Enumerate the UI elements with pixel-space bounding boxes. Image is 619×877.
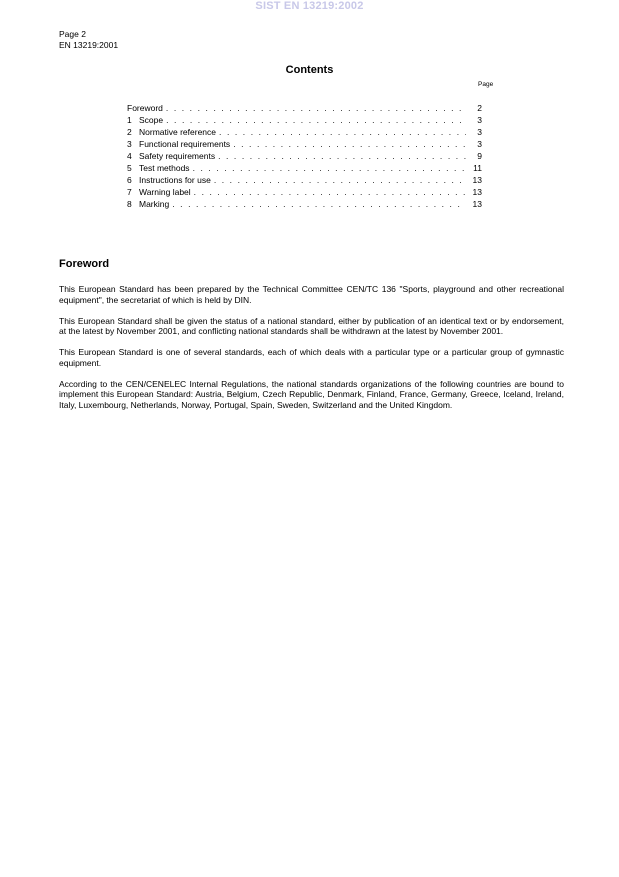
page-header (59, 29, 118, 51)
document-id: EN 13219:2001 (59, 40, 119, 50)
foreword-paragraph: According to the CEN/CENELEC Internal Regulations, the national standards organizations of the following countries are bound to implement this European Standard: Austria, Belgium, Czech Republic, Denmark, Finland, France, Germany, Greece, Iceland, Ireland, Italy, Luxembourg, Netherlands, Norway, Portugal, Spain, Sweden, Switzerland and the United Kingdom. (59, 378, 564, 410)
toc-entry-page: 3 (477, 139, 482, 149)
toc-leader-dots (194, 186, 466, 198)
toc-entry-number: 5 (127, 163, 132, 173)
contents-title: Contents (285, 64, 334, 76)
foreword-heading: Foreword (59, 258, 110, 270)
page-number: Page 2 (59, 29, 86, 39)
toc-entry-safety-requirements[interactable] (127, 150, 482, 162)
toc-entry-title: Scope (139, 115, 164, 125)
toc-entry-page: 13 (472, 187, 482, 197)
toc-entry-title: Test methods (139, 163, 190, 173)
toc-leader-dots (218, 150, 466, 162)
toc-entry-page: 11 (473, 163, 482, 173)
toc-entry-number: 6 (127, 175, 132, 185)
toc-entry-page: 13 (472, 199, 482, 209)
toc-entry-number: 4 (127, 151, 132, 161)
toc-entry-number: 3 (127, 139, 132, 149)
toc-leader-dots (166, 114, 466, 126)
toc-entry-normative-reference[interactable] (127, 126, 482, 138)
toc-entry-number: 8 (127, 199, 132, 209)
toc-entry-page: 2 (477, 103, 482, 113)
toc-entry-title: Instructions for use (139, 175, 211, 185)
toc-leader-dots (166, 102, 466, 114)
toc-entry-number: 1 (127, 115, 132, 125)
foreword-paragraph: This European Standard is one of several standards, each of which deals with a particular type or a particular group of gymnastic equipment. (59, 347, 564, 368)
toc-entry-page: 3 (477, 115, 482, 125)
toc-entry-title: Safety requirements (139, 151, 216, 161)
toc-entry-test-methods[interactable] (127, 162, 482, 174)
toc-entry-functional-requirements[interactable] (127, 138, 482, 150)
table-of-contents (127, 102, 482, 210)
toc-entry-marking[interactable] (127, 198, 482, 210)
toc-entry-page: 3 (477, 127, 482, 137)
toc-entry-page: 9 (477, 151, 482, 161)
toc-leader-dots (214, 174, 466, 186)
toc-entry-foreword[interactable] (127, 102, 482, 114)
toc-page-column-label: Page (478, 81, 494, 88)
toc-entry-number: 2 (127, 127, 132, 137)
toc-entry-number: 7 (127, 187, 132, 197)
toc-entry-page: 13 (472, 175, 482, 185)
foreword-paragraph: This European Standard has been prepared by the Technical Committee CEN/TC 136 "Sports, playground and other recreational equipment", the secretariat of which is held by DIN. (59, 284, 564, 305)
watermark-text: SIST EN 13219:2002 (255, 0, 364, 12)
toc-entry-instructions-for-use[interactable] (127, 174, 482, 186)
toc-entry-warning-label[interactable] (127, 186, 482, 198)
toc-entry-title: Functional requirements (139, 139, 231, 149)
toc-leader-dots (193, 162, 466, 174)
toc-leader-dots (219, 126, 466, 138)
toc-entry-title: Marking (139, 199, 170, 209)
toc-leader-dots (233, 138, 466, 150)
foreword-paragraph: This European Standard shall be given the status of a national standard, either by publication of an identical text or by endorsement, at the latest by November 2001, and conflicting national standards shall be withdrawn at the latest by November 2001. (59, 315, 564, 336)
toc-entry-title: Warning label (139, 187, 191, 197)
toc-entry-title: Foreword (127, 103, 163, 113)
foreword-body (59, 284, 564, 421)
toc-entry-scope[interactable] (127, 114, 482, 126)
toc-leader-dots (172, 198, 466, 210)
toc-entry-title: Normative reference (139, 127, 217, 137)
